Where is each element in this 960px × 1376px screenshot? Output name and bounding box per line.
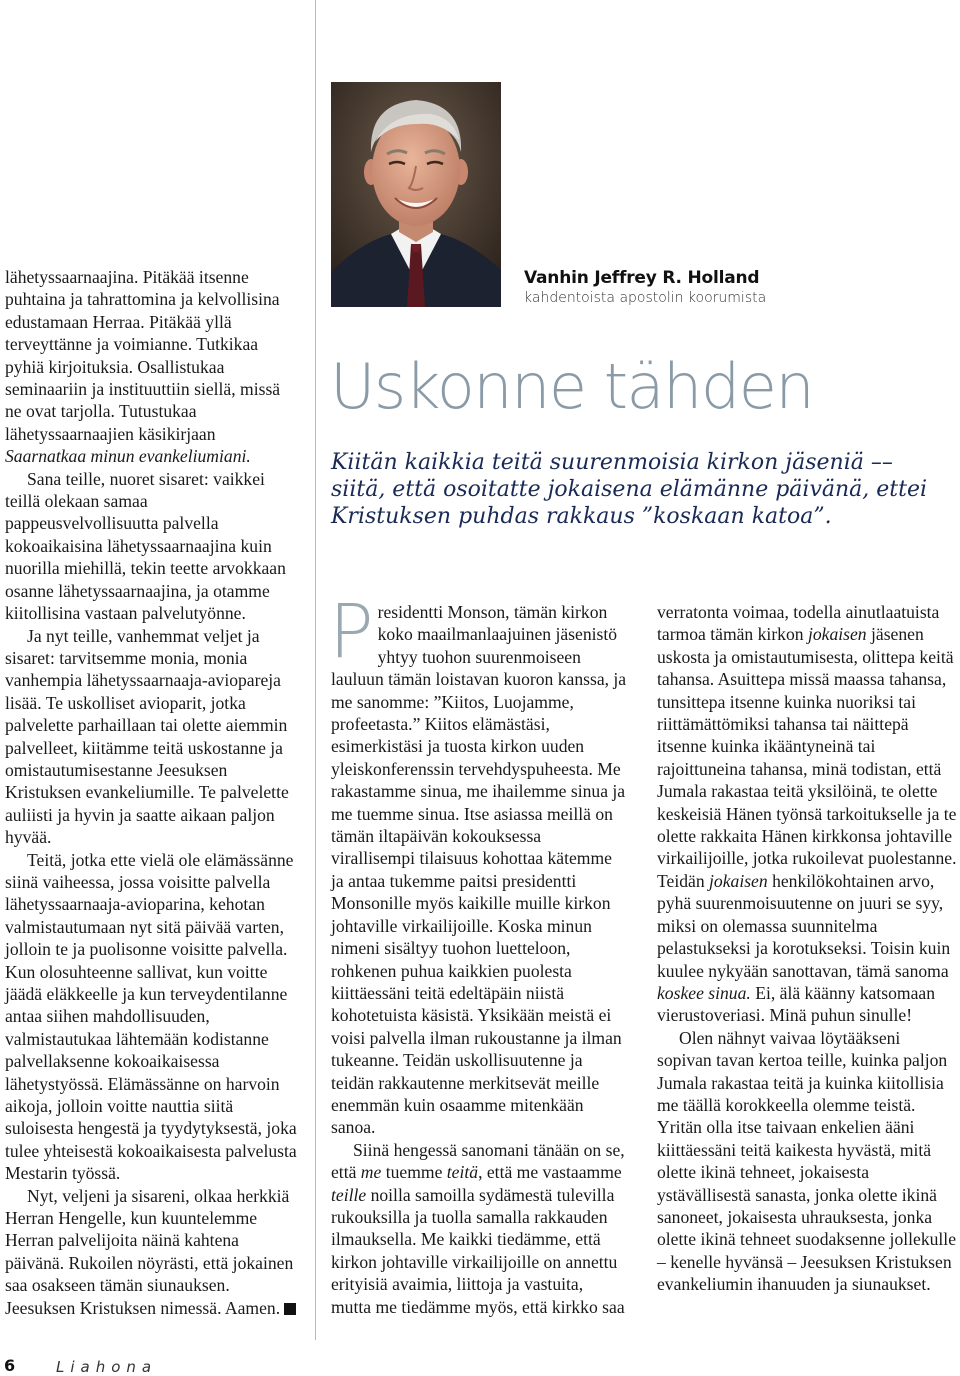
paragraph: Olen nähnyt vaivaa löytääkseni sopivan tavan kertoa teille, kuinka paljon Jumala rakastaa teitä ja kuinka kiitollisia me täällä korokkeella olemme teistä. Yritän olla itse taivaan enkelien ääni kiittäessäni teitä kaikesta hyvästä, mitä olette ikinä tehneet, jokaisesta ystävällisestä sanasta, jonka olette ikinä sanoneet, jokaisesta uhrauksesta, jonka olette ikinä tehneet suodaksenne jollekulle – kenelle hyvänsä – Jeesuksen Kristuksen evankeliumin ihanuuden ja siunaukset. [657, 1027, 956, 1295]
page-number: 6 [4, 1356, 16, 1375]
paragraph: Presidentti Monson, tämän kirkon koko maailmanlaajuinen jäsenistö yhtyy tuohon suurenmoiseen lauluun tämän loistavan kuoron kanssa, ja me sanomme: ”Kiitos, Luojamme, profeetasta.” Kiitos elämästäsi, esimerkistäsi ja tuosta kirkon uuden yleiskonferenssin tervehdyspuheesta. Me rakastamme sinua, me ihailemme sinua ja me tuemme sinua. Itse asiassa meillä on tämän iltapäivän kokouksessa virallisempi tilaisuus kohottaa kätemme ja antaa tukemme paitsi presidentti Monsonille myös kaikille muille kirkon johtaville virkailijoille. Koska minun nimeni sisältyy tuohon luetteloon, rohkenen puhua kaikkien puolesta kiittäessäni teitä edeltäpäin niistä kohotetuista käsistä. Yksikään meistä ei voisi palvella ilman rukoustanne ja ilman tukeanne. Teidän uskollisuutenne ja teidän rakkautenne merkitsevät meille enemmän kuin osaamme mitenkään sanoa. [329, 589, 627, 1138]
drop-cap: P [329, 589, 374, 675]
middle-column [329, 589, 627, 1318]
end-mark-icon [284, 1303, 296, 1315]
article-subtitle: Kiitän kaikkia teitä suurenmoisia kirkon jäseniä –– siitä, että osoitatte jokaisena elämänne päivänä, ettei Kristuksen puhdas rakkaus ”koskaan katoa”. [331, 450, 928, 529]
paragraph: Nyt, veljeni ja sisareni, olkaa herkkiä Herran Hengelle, kun kuuntelemme Herran palvelijoita näinä kahtena päivänä. Rukoilen nöyrästi, että jokainen saa osakseen tämän siunauksen. Jeesuksen Kristuksen nimessä. Aamen. [5, 1185, 297, 1319]
article-title: Uskonne tähden [330, 350, 814, 423]
book-title: Saarnatkaa minun evankeliumiani. [5, 446, 251, 467]
paragraph: Sana teille, nuoret sisaret: vaikkei teillä olekaan samaa pappeusvelvollisuutta palvella kokoaikaisina lähetyssaarnaajina kuin nuorilla miehillä, tekin teette arvokkaan osanne lähetyssaarnaajina, ja otamme kiitollisina vastaan palvelutyönne. [5, 468, 286, 624]
paragraph: verratonta voimaa, todella ainutlaatuista tarmoa tämän kirkon jokaisen jäsenen uskosta ja omistautumisesta, olittepa keitä tahansa. Asuittepa missä maassa tahansa, tunsittepa itsenne kuinka nuoriksi tai riittämättömiksi tahansa tai näittepä itsenne kuinka ikääntyneinä tai rajoittuneina tahansa, minä todistan, että Jumala rakastaa teitä yksilöinä, te olette keskeisiä Hänen työnsä tarkoitukselle ja te olette rakkaita Hänen kirkkonsa johtaville virkailijoille, jotka rukoilevat puolestanne. Teidän jokaisen henkilökohtainen arvo, pyhä suurenmoisuutenne on juuri se syy, miksi on olemassa suunnitelma pelastukseksi ja korotukseksi. Toisin kuin kuulee nykyään sanottavan, tämä sanoma koskee sinua. Ei, älä käänny katsomaan vierustoveriasi. Minä puhun sinulle! [657, 602, 957, 1026]
author-title: kahdentoista apostolin koorumista [524, 290, 767, 306]
portrait-photo-icon [331, 82, 501, 307]
paragraph: Siinä hengessä sanomani tänään on se, että me tuemme teitä, että me vastaamme teille noilla samoilla sydämestä tulevilla rukouksilla ja tuolla samalla rakkauden ilmauksella. Me kaikki tiedämme, että kirkon johtaville virkailijoille on annettu erityisiä avaimia, liittoja ja vastuita, mutta me tiedämme myös, että kirkko saa [331, 1139, 625, 1317]
paragraph: lähetyssaarnaajina. Pitäkää itsenne puhtaina ja tahrattomina ja kelvollisina edustamaan Herraa. Pitäkää yllä terveyttänne ja voimianne. Tutkikaa pyhiä kirjoituksia. Osallistukaa seminaariin ja instituuttiin siellä, missä ne ovat tarjolla. Tutustukaa lähetyssaarnaajien käsikirjaan Saarnatkaa minun evankeliumiani. [5, 267, 281, 467]
right-column [657, 601, 957, 1296]
author-name: Vanhin Jeffrey R. Holland [524, 268, 760, 288]
column-divider [315, 0, 316, 1340]
magazine-name: Liahona [56, 1358, 158, 1376]
author-portrait [331, 82, 501, 307]
paragraph: Ja nyt teille, vanhemmat veljet ja sisaret: tarvitsemme monia, monia vanhempia lähetyssaarnaaja-aviopareja lisää. Te uskolliset avioparit, jotka palvelette parhaillaan tai olette aiemmin palvelleet, kiitämme teitä uskostanne ja omistautumisestanne Jeesuksen Kristuksen evankeliumille. Te palvelette auliisti ja hyvin ja saatte aikaan paljon hyvää. [5, 625, 289, 848]
paragraph: Teitä, jotka ette vielä ole elämässänne siinä vaiheessa, jossa voisitte palvella lähetyssaarnaaja-avioparina, kehotan valmistautumaan nyt sitä päivää varten, jolloin te ja puolisonne voisitte palvella. Kun olosuhteenne sallivat, kun voitte jäädä eläkkeelle ja kun terveydentilanne antaa siihen mahdollisuuden, valmistautukaa lähtemään kodistanne palvellaksenne kokoaikaisessa lähetystyössä. Elämässänne on harvoin aikoja, jolloin voitte nauttia siitä suloisesta hengestä ja tyydytyksestä, joka tulee yhteisestä kokoaikaisesta palvelusta Mestarin työssä. [5, 849, 297, 1184]
left-column [5, 266, 297, 1319]
